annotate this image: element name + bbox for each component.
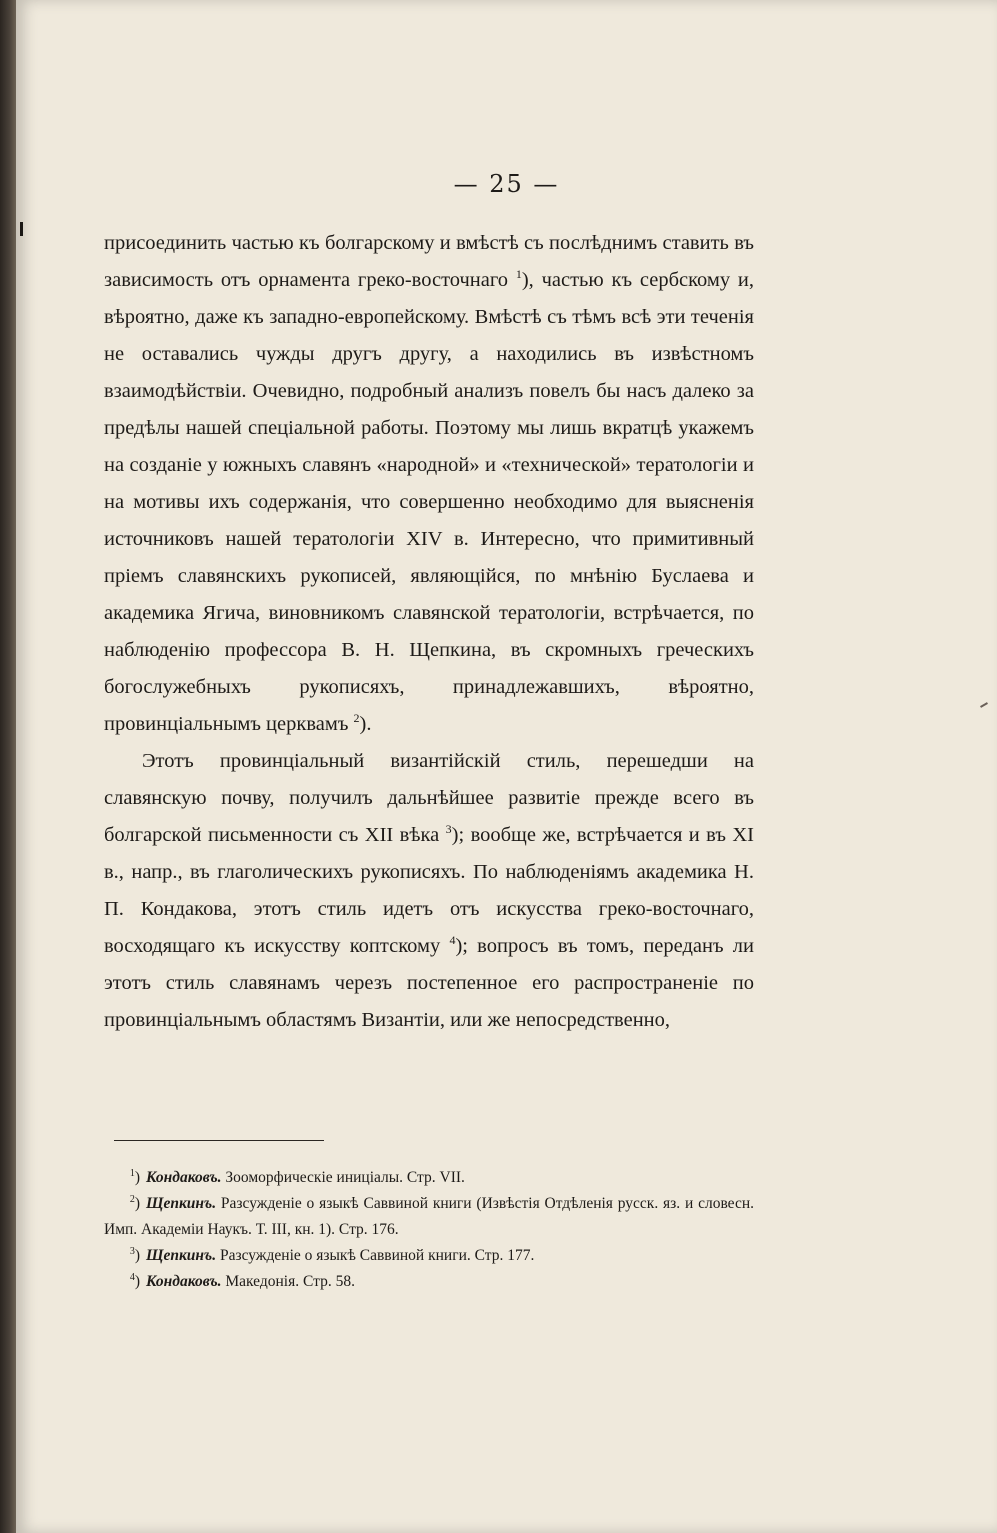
footnote-ref-2[interactable]: 2 (353, 711, 360, 726)
footnote-mark: $^2$) (129, 1193, 140, 1212)
footnote-mark: $^3$) (129, 1245, 140, 1264)
footnote-mark: $^1$) (129, 1167, 140, 1186)
paragraph-2-part-a: Этотъ провинціальный византійскій стиль, перешедши на славянскую почву, получилъ дальнѣйшее развитіе прежде всего въ болгарской письменности съ XII вѣка (104, 750, 754, 846)
paragraph-2 (104, 743, 754, 1039)
book-page (16, 0, 997, 1533)
footnote-text: Разсужденіе о языкѣ Саввиной книги. Стр. 177. (216, 1247, 535, 1264)
footnote-ref-1[interactable]: 1 (515, 267, 522, 282)
book-spine-edge (0, 0, 16, 1533)
footnote-2 (104, 1191, 754, 1243)
footnote-text: Разсужденіе о языкѣ Саввиной книги (Извѣстія Отдѣленія русск. яз. и словесн. Имп. Академіи Наукъ. Т. III, кн. 1). Стр. 176. (104, 1195, 754, 1238)
paragraph-1-part-b: ), частью къ сербскому и, вѣроятно, даже къ западно-европейскому. Вмѣстѣ съ тѣмъ всѣ эти теченія не оставались чужды другъ другу, а находились въ извѣстномъ взаимодѣйствіи. Очевидно, подробный анализъ повелъ бы насъ далеко за предѣлы нашей спеціальной работы. Поэтому мы лишь вкратцѣ укажемъ на созданіе у южныхъ славянъ «народной» и «технической» тератологіи и на мотивы ихъ содержанія, что совершенно необходимо для выясненія источниковъ нашей тератологіи XIV в. Интересно, что примитивный пріемъ славянскихъ рукописей, являющійся, по мнѣнію Буслаева и академика Ягича, виновникомъ славянской тератологіи, встрѣчается, по наблюденію профессора В. Н. Щепкина, въ скромныхъ греческихъ богослужебныхъ рукописяхъ, принадлежавшихъ, вѣроятно, провинціальнымъ церквамъ (104, 269, 755, 735)
footnote-author: Кондаковъ. (146, 1273, 222, 1290)
page-number: — 25 — (453, 170, 560, 198)
paragraph-2-part-b: ); вообще же, встрѣчается и въ XI в., напр., въ глаголическихъ рукописяхъ. По наблюденіямъ академика Н. П. Кондакова, этотъ стиль идетъ отъ искусства греко-восточнаго, восходящаго къ искусству коптскому (104, 824, 755, 957)
footnote-text: Зооморфическіе иниціалы. Стр. VII. (221, 1169, 465, 1186)
footnote-mark: $^4$) (129, 1271, 140, 1290)
footnote-separator (114, 1140, 324, 1141)
footnotes (104, 1165, 754, 1295)
paragraph-1 (104, 225, 754, 743)
footnote-author: Кондаковъ. (146, 1169, 222, 1186)
paragraph-1-part-a: присоединить частью къ болгарскому и вмѣстѣ съ послѣднимъ ставить въ зависимость отъ орнамента греко-восточнаго (104, 232, 754, 291)
binding-mark (20, 222, 23, 236)
footnote-author: Щепкинъ. (146, 1195, 217, 1212)
footnote-3 (104, 1243, 754, 1269)
paragraph-2-part-c: ); вопросъ въ томъ, переданъ ли этотъ стиль славянамъ черезъ постепенное его распространеніе по провинціальнымъ областямъ Византіи, или же непосредственно, (104, 935, 755, 1031)
footnote-ref-4[interactable]: 4 (449, 933, 456, 948)
margin-speck (980, 702, 988, 708)
footnote-text: Македонія. Стр. 58. (221, 1273, 355, 1290)
paragraph-1-part-c: ). (359, 713, 372, 735)
footnote-ref-3[interactable]: 3 (445, 822, 452, 837)
footnote-4 (104, 1269, 754, 1295)
main-text (104, 225, 754, 1039)
footnote-1 (104, 1165, 754, 1191)
footnote-author: Щепкинъ. (146, 1247, 217, 1264)
